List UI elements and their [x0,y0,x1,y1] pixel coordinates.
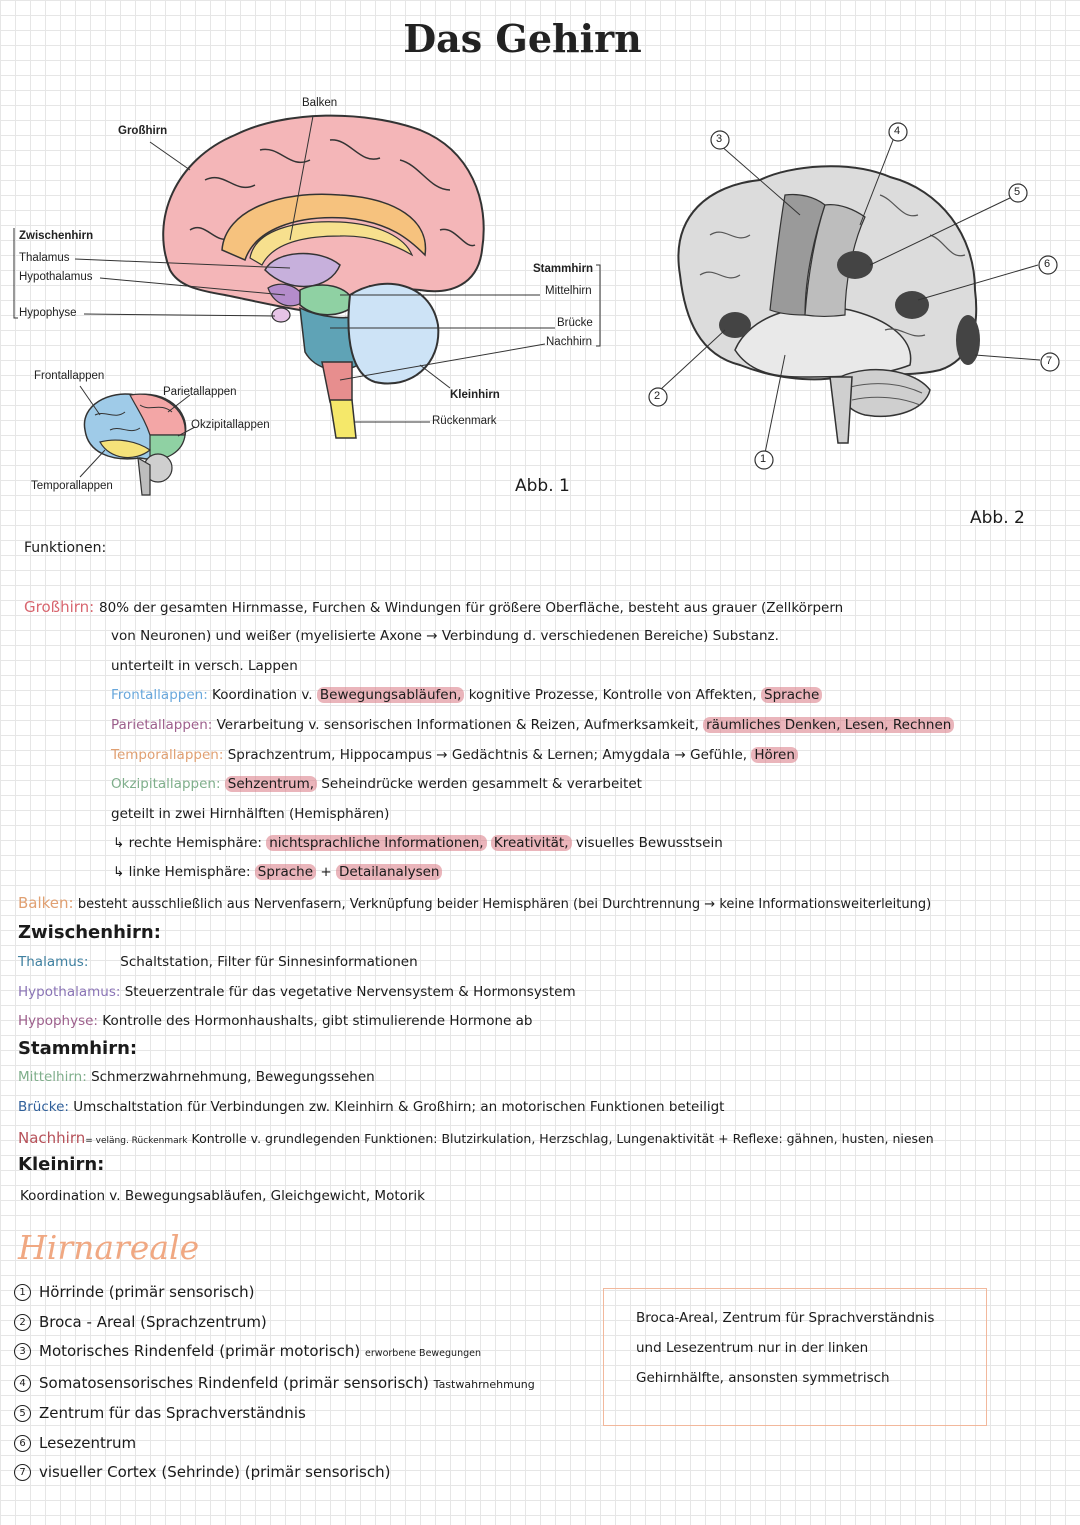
rechte-hemisphaere-text-a: ↳ rechte Hemisphäre: [113,835,262,851]
label-zwischenhirn: Zwischenhirn [19,230,94,242]
bruecke-text: Umschaltstation für Verbindungen zw. Kleinhirn & Großhirn; an motorischen Funktionen beteiligt [73,1099,725,1115]
hypophyse-line [18,1013,532,1029]
marker-6-number: 6 [1044,258,1051,270]
kleinhirn-heading: Kleinirn: [18,1154,105,1175]
hirnareal-item-6 [14,1429,535,1459]
frontallappen-highlight-1: Bewegungsabläufen, [317,687,465,703]
funktionen-heading: Funktionen: [24,540,107,556]
hirnareal-item-1 [14,1278,535,1308]
parietallappen-highlight-1: räumliches Denken, Lesen, Rechnen [703,717,954,733]
label-bruecke: Brücke [557,317,593,329]
label-stammhirn: Stammhirn [533,263,594,275]
figure-1-caption: Abb. 1 [515,476,570,496]
hirnareal-number: 2 [14,1314,31,1331]
hirnareal-extra: erworbene Bewegungen [365,1348,481,1359]
linke-hemisphaere-text-b: + [320,864,332,880]
hirnareal-text: Somatosensorisches Rindenfeld (primär sensorisch) [39,1373,429,1392]
label-nachhirn: Nachhirn [546,336,593,348]
label-hypophyse: Hypophyse [19,307,77,319]
bruecke-term: Brücke: [18,1099,69,1115]
label-okzipitallappen: Okzipitallappen [191,419,270,431]
label-grosshirn: Großhirn [118,125,168,137]
mittelhirn-term: Mittelhirn: [18,1069,87,1085]
nachhirn-small: = veläng. Rückenmark [85,1136,188,1146]
okzipitallappen-term: Okzipitallappen: [111,776,221,792]
frontallappen-line [111,687,822,703]
label-frontallappen: Frontallappen [34,370,105,382]
okzipitallappen-line [111,776,642,792]
balken-term: Balken: [18,894,74,912]
frontallappen-text-b: kognitive Prozesse, Kontrolle von Affekten, [468,687,757,703]
marker-2-number: 2 [654,390,661,402]
parietallappen-line [111,717,954,733]
marker-5-number: 5 [1014,186,1021,198]
hirnareal-text: Motorisches Rindenfeld (primär motorisch) [39,1342,361,1360]
hirnareal-text: Lesezentrum [39,1433,137,1452]
hirnareal-number: 1 [14,1284,31,1301]
grosshirn-text-1: 80% der gesamten Hirnmasse, Furchen & Windungen für größere Oberfläche, besteht aus grauer (Zellkörpern [99,600,844,616]
rechte-highlight-1: nichtsprachliche Informationen, [266,835,486,851]
temporallappen-highlight-1: Hören [751,747,798,763]
hirnareal-text: Zentrum für das Sprachverständnis [39,1404,306,1422]
geteilt-line: geteilt in zwei Hirnhälften (Hemisphären) [111,806,390,822]
note-line-3: Gehirnhälfte, ansonsten symmetrisch [636,1370,890,1386]
nachhirn-term: Nachhirn [18,1129,86,1147]
parietallappen-text-a: Verarbeitung v. sensorischen Informationen & Reizen, Aufmerksamkeit, [216,717,699,733]
hirnareal-text: visueller Cortex (Sehrinde) (primär sensorisch) [39,1463,391,1481]
mittelhirn-line [18,1069,375,1085]
frontallappen-term: Frontallappen: [111,687,208,703]
temporallappen-term: Temporallappen: [111,747,224,763]
hypothalamus-text: Steuerzentrale für das vegetative Nervensystem & Hormonsystem [124,984,576,1000]
nachhirn-text: Kontrolle v. grundlegenden Funktionen: Blutzirkulation, Herzschlag, Lungenaktivität + Reflexe: gähnen, husten, niesen [191,1131,934,1146]
grosshirn-line-1 [24,598,843,616]
label-mittelhirn: Mittelhirn [545,285,592,297]
note-line-2: und Lesezentrum nur in der linken [636,1340,869,1356]
label-parietallappen: Parietallappen [163,386,237,398]
linke-hemisphaere-text-a: ↳ linke Hemisphäre: [113,864,251,880]
figure-2-caption: Abb. 2 [970,508,1025,528]
label-hypothalamus: Hypothalamus [19,271,93,283]
grosshirn-term: Großhirn: [24,598,95,616]
hirnareal-number: 7 [14,1464,31,1481]
label-kleinhirn: Kleinhirn [450,389,500,401]
kleinhirn-text: Koordination v. Bewegungsabläufen, Gleichgewicht, Motorik [20,1188,425,1204]
hirnareale-list [14,1278,535,1488]
frontallappen-text-a: Koordination v. [212,687,313,703]
hirnareal-item-4 [14,1369,535,1400]
hypophyse-term: Hypophyse: [18,1013,98,1029]
thalamus-term: Thalamus: [18,954,89,970]
figure-1-sagittal-brain [0,90,620,510]
grosshirn-text-2: von Neuronen) und weißer (myelisierte Axone → Verbindung d. verschiedenen Bereiche) Substanz. [111,628,779,644]
nachhirn-line [18,1129,934,1147]
hirnareal-number: 4 [14,1375,31,1392]
marker-4-number: 4 [894,125,901,137]
rechte-hemisphaere-text-b: visuelles Bewusstsein [575,835,723,851]
hirnareal-number: 6 [14,1435,31,1452]
label-balken: Balken [302,97,338,109]
hirnareal-number: 3 [14,1343,31,1360]
label-thalamus: Thalamus [19,252,70,264]
okzipitallappen-text-a: Seheindrücke werden gesammelt & verarbeitet [321,776,642,792]
rechte-hemisphaere-line [113,835,723,851]
hirnareal-extra: Tastwahrnehmung [433,1377,535,1391]
rechte-highlight-2: Kreativität, [491,835,572,851]
thalamus-text: Schaltstation, Filter für Sinnesinformationen [120,954,418,970]
marker-7-number: 7 [1046,355,1053,367]
linke-highlight-2: Detailanalysen [336,864,443,880]
stammhirn-heading: Stammhirn: [18,1038,138,1059]
note-box [603,1288,987,1426]
mittelhirn-text: Schmerzwahrnehmung, Bewegungssehen [91,1069,375,1085]
marker-1-number: 1 [760,453,767,465]
note-line-1: Broca-Areal, Zentrum für Sprachverständnis [636,1310,935,1326]
hirnareal-item-7 [14,1458,535,1488]
bruecke-line [18,1099,724,1115]
balken-line [18,894,931,912]
linke-highlight-1: Sprache [255,864,316,880]
okzipitallappen-highlight-1: Sehzentrum, [225,776,317,792]
hypothalamus-term: Hypothalamus: [18,984,121,1000]
hirnareal-item-3 [14,1337,535,1369]
hirnareal-item-5 [14,1399,535,1429]
frontallappen-highlight-2: Sprache [761,687,822,703]
linke-hemisphaere-line [113,864,442,880]
hirnareal-text: Hörrinde (primär sensorisch) [39,1283,255,1301]
hirnareal-text: Broca - Areal (Sprachzentrum) [39,1312,267,1331]
marker-3-number: 3 [716,133,723,145]
parietallappen-term: Parietallappen: [111,717,213,733]
hirnareal-number: 5 [14,1405,31,1422]
thalamus-line [18,954,418,970]
zwischenhirn-heading: Zwischenhirn: [18,922,161,943]
hypothalamus-line [18,984,576,1000]
page-title: Das Gehirn [403,16,642,61]
grosshirn-text-3: unterteilt in versch. Lappen [111,658,298,674]
hirnareal-item-2 [14,1308,535,1338]
label-temporallappen: Temporallappen [31,480,113,492]
hirnareale-heading: Hirnareale [18,1228,200,1267]
hypophyse-text: Kontrolle des Hormonhaushalts, gibt stimulierende Hormone ab [102,1013,533,1029]
temporallappen-text-a: Sprachzentrum, Hippocampus → Gedächtnis & Lernen; Amygdala → Gefühle, [227,747,748,763]
label-rueckenmark: Rückenmark [432,415,497,427]
temporallappen-line [111,747,798,763]
balken-text: besteht ausschließlich aus Nervenfasern, Verknüpfung beider Hemisphären (bei Durchtrennung → keine Informationsweiterleitung) [77,897,932,912]
figure-2-lateral-brain [640,115,1080,485]
